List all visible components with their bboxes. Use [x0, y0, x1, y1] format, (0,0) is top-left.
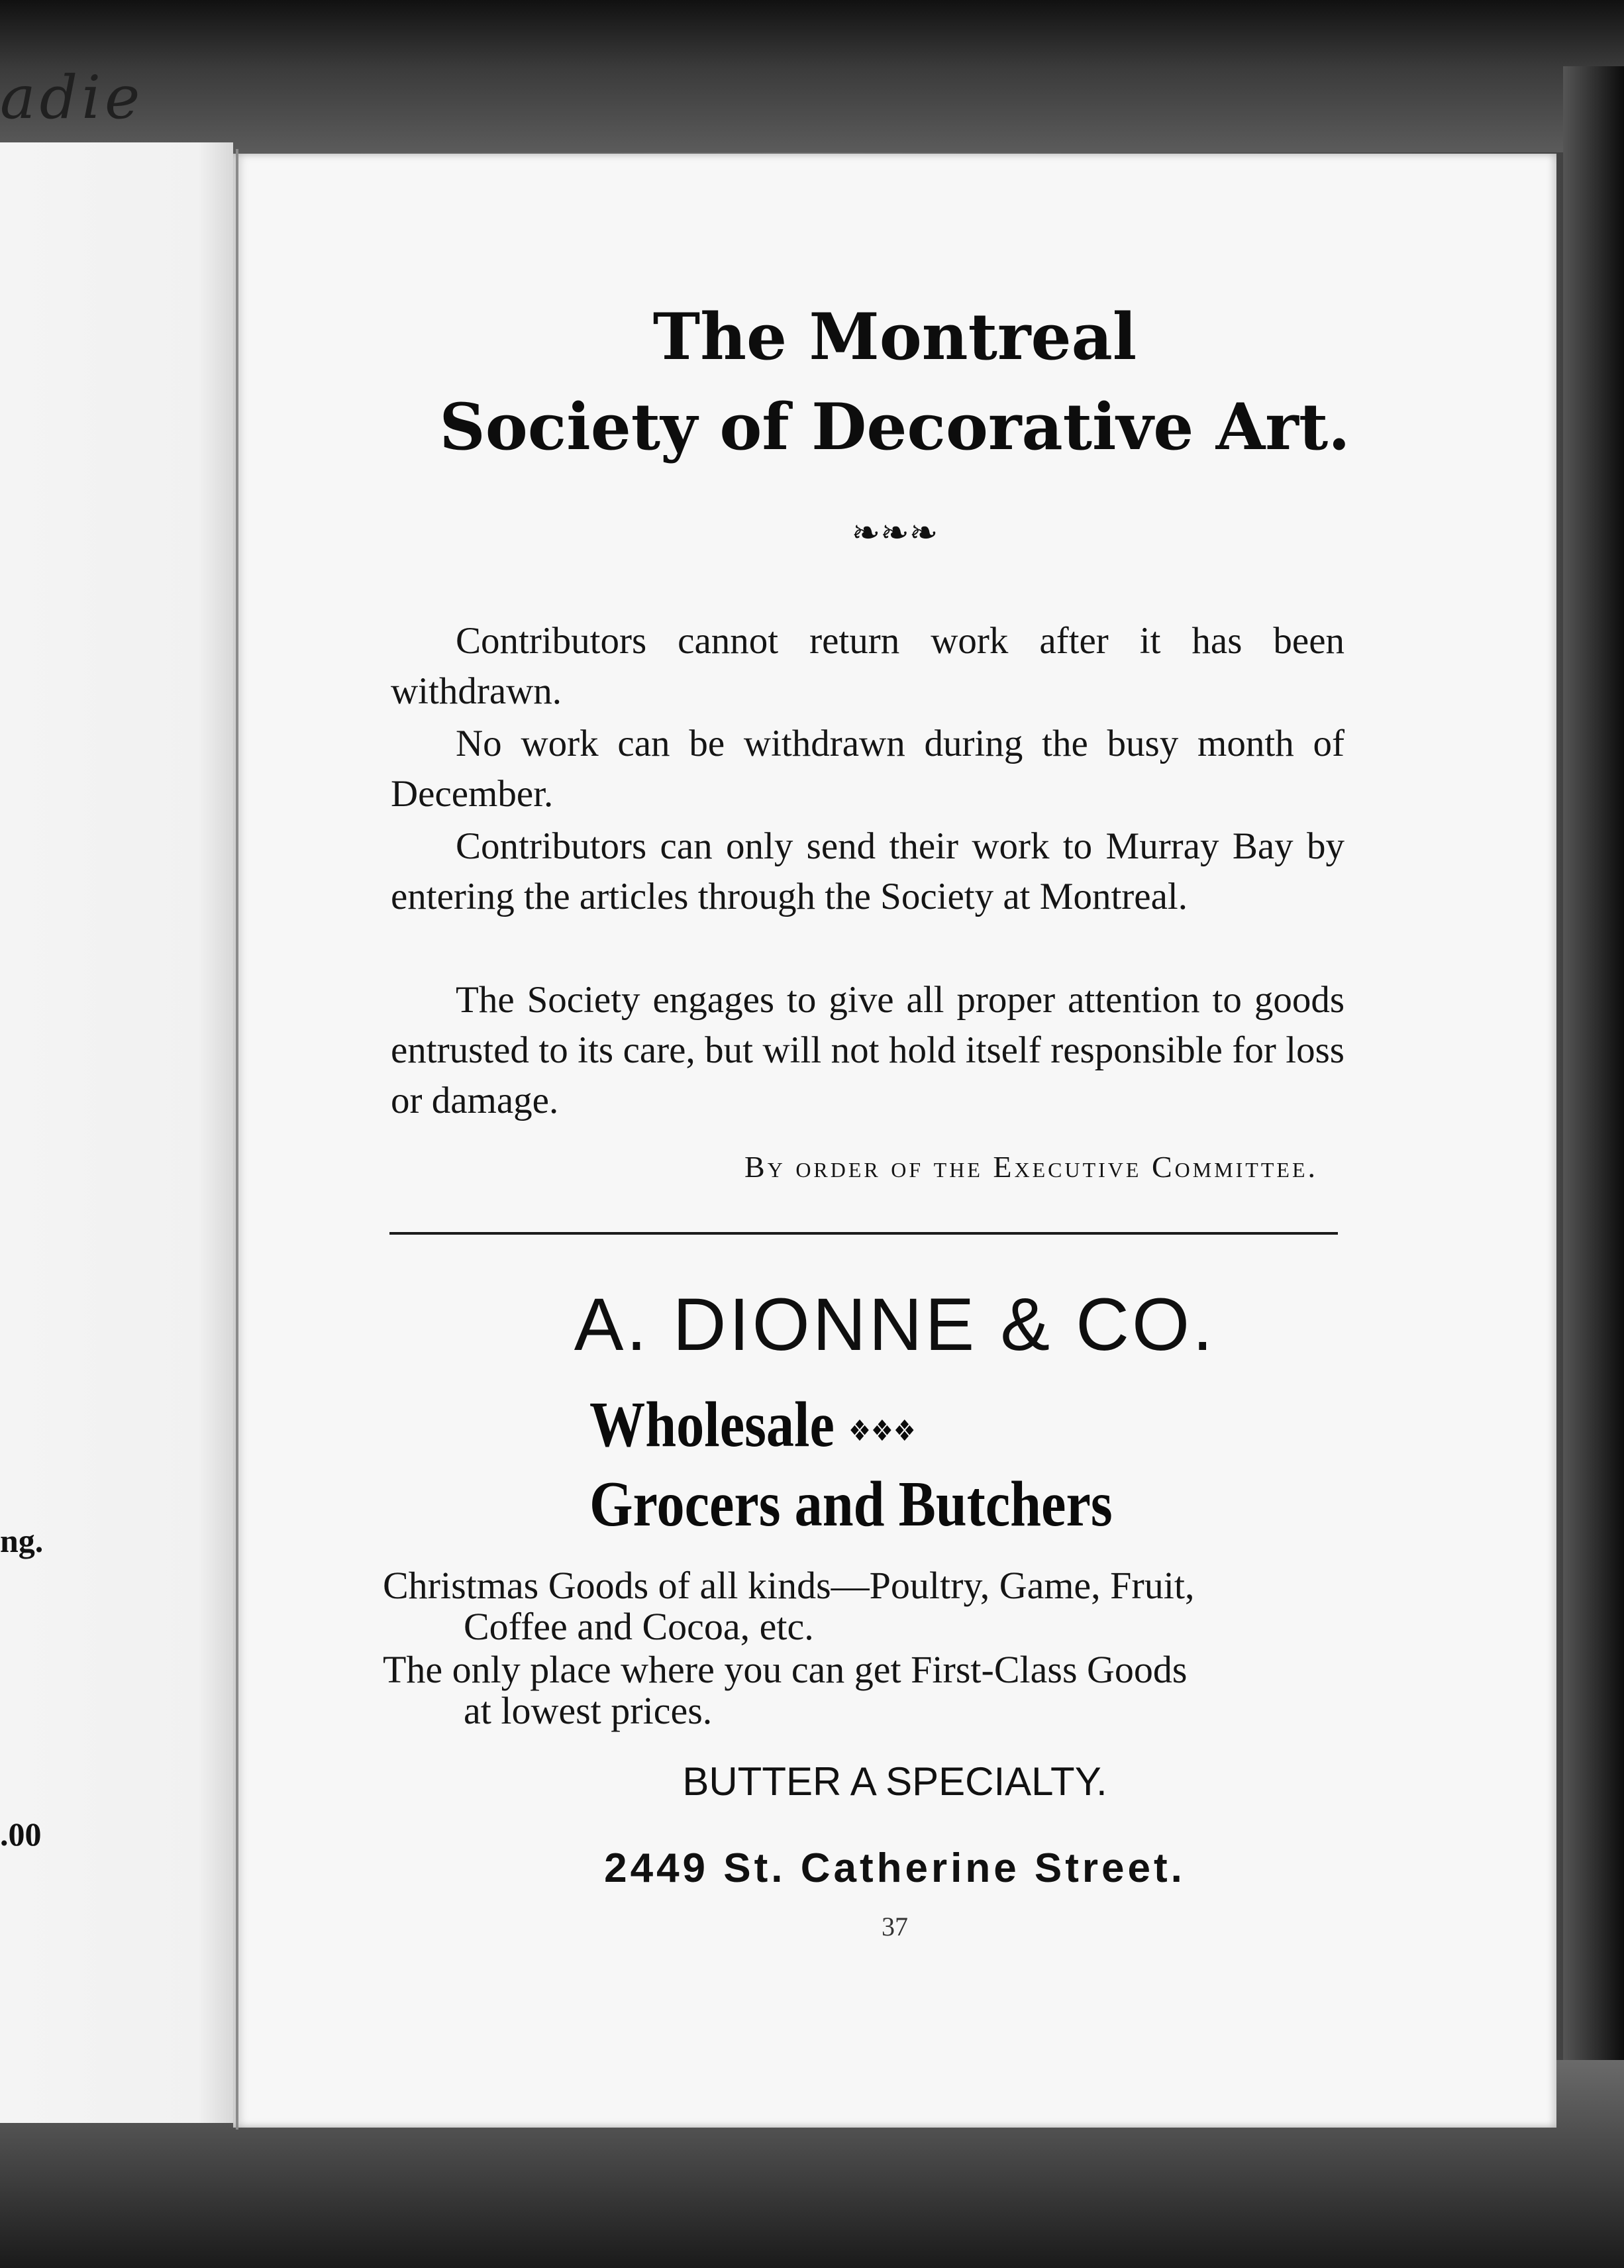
page-number: 37 — [882, 1912, 908, 1941]
heading-line-1: The Montreal — [652, 299, 1137, 374]
book-cover-top — [0, 0, 1624, 152]
advert-description: Christmas Goods of all kinds—Poultry, Game, Fruit, — [383, 1564, 1195, 1607]
book-cover-right — [1563, 66, 1624, 2265]
notice-paragraph: Contributors cannot return work after it has been withdrawn. — [391, 620, 1345, 712]
notice-signature: By order of the Executive Committee. — [744, 1150, 1318, 1184]
heading-ornament: ❧❧❧ — [851, 513, 939, 553]
advert-grocers-butchers: Grocers and Butchers — [589, 1469, 1113, 1540]
notice-paragraph: The Society engages to give all proper attention to goods entrusted to its care, but will not hold itself responsible for loss or damage. — [391, 979, 1345, 1121]
advert-description: at lowest prices. — [464, 1689, 713, 1732]
ornament-dots: ❖❖❖ — [848, 1414, 916, 1449]
advert-company-name: A. DIONNE & CO. — [574, 1283, 1216, 1366]
advert-wholesale: Wholesale ❖❖❖ — [589, 1389, 916, 1461]
handwritten-note: adie — [0, 63, 144, 132]
left-page-fragment: ng. — [0, 1522, 44, 1559]
notice-paragraph: No work can be withdrawn during the busy month of December. — [391, 723, 1345, 815]
notice-paragraph: Contributors can only send their work to Murray Bay by entering the articles through the Society at Montreal. — [391, 825, 1345, 917]
advert-description: The only place where you can get First-Class Goods — [383, 1648, 1188, 1691]
advert-address: 2449 St. Catherine Street. — [604, 1845, 1186, 1891]
advert-specialty: BUTTER A SPECIALTY. — [682, 1759, 1107, 1804]
advert-description: Coffee and Cocoa, etc. — [464, 1605, 814, 1648]
left-page-fragment: .00 — [0, 1816, 42, 1853]
heading-line-2: Society of Decorative Art. — [439, 389, 1350, 464]
divider-rule — [389, 1232, 1338, 1235]
